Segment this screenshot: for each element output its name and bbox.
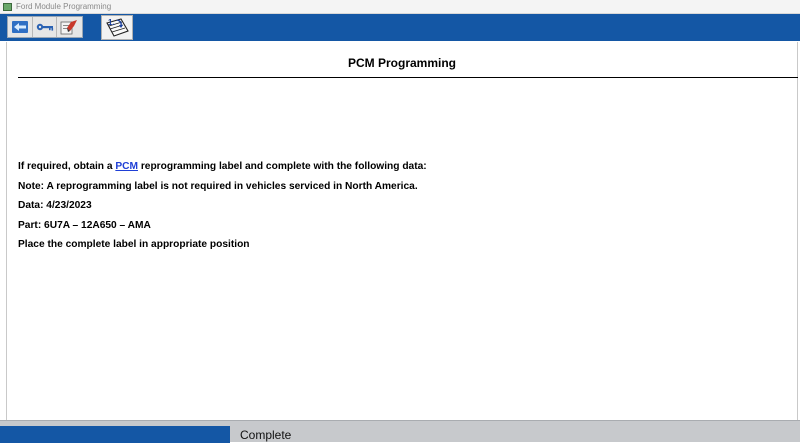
step-list-icon	[103, 17, 131, 39]
step-list-button[interactable]	[101, 15, 133, 40]
main-panel	[6, 42, 798, 420]
step-number-label: 1.	[108, 17, 115, 27]
status-text: Complete	[240, 428, 292, 442]
title-divider	[18, 77, 798, 78]
toolbar-button-group	[7, 16, 83, 38]
back-button[interactable]	[8, 17, 32, 37]
status-indicator	[0, 426, 230, 443]
instruction-text-before-link: If required, obtain a	[18, 161, 116, 172]
instruction-line-place: Place the complete label in appropriate position	[18, 239, 250, 250]
toolbar	[0, 14, 800, 41]
key-button[interactable]	[32, 17, 56, 37]
title-bar	[0, 0, 800, 14]
status-bar	[0, 420, 800, 442]
page-title: PCM Programming	[347, 56, 456, 70]
checklist-icon	[59, 19, 79, 35]
key-icon	[35, 20, 55, 34]
instruction-line-data: Data: 4/23/2023	[18, 200, 92, 211]
instruction-line-part: Part: 6U7A – 12A650 – AMA	[18, 219, 151, 231]
back-arrow-icon	[11, 20, 29, 34]
pcm-link[interactable]: PCM	[115, 161, 138, 172]
window-title: Ford Module Programming	[16, 2, 112, 11]
instruction-line-obtain-label	[18, 157, 778, 177]
instructions	[18, 157, 778, 255]
app-icon	[3, 3, 12, 11]
checklist-button[interactable]	[56, 17, 80, 37]
instruction-line-note: Note: A reprogramming label is not required in vehicles serviced in North America.	[18, 180, 418, 192]
instruction-text-after-link: reprogramming label and complete with the following data:	[138, 161, 427, 172]
